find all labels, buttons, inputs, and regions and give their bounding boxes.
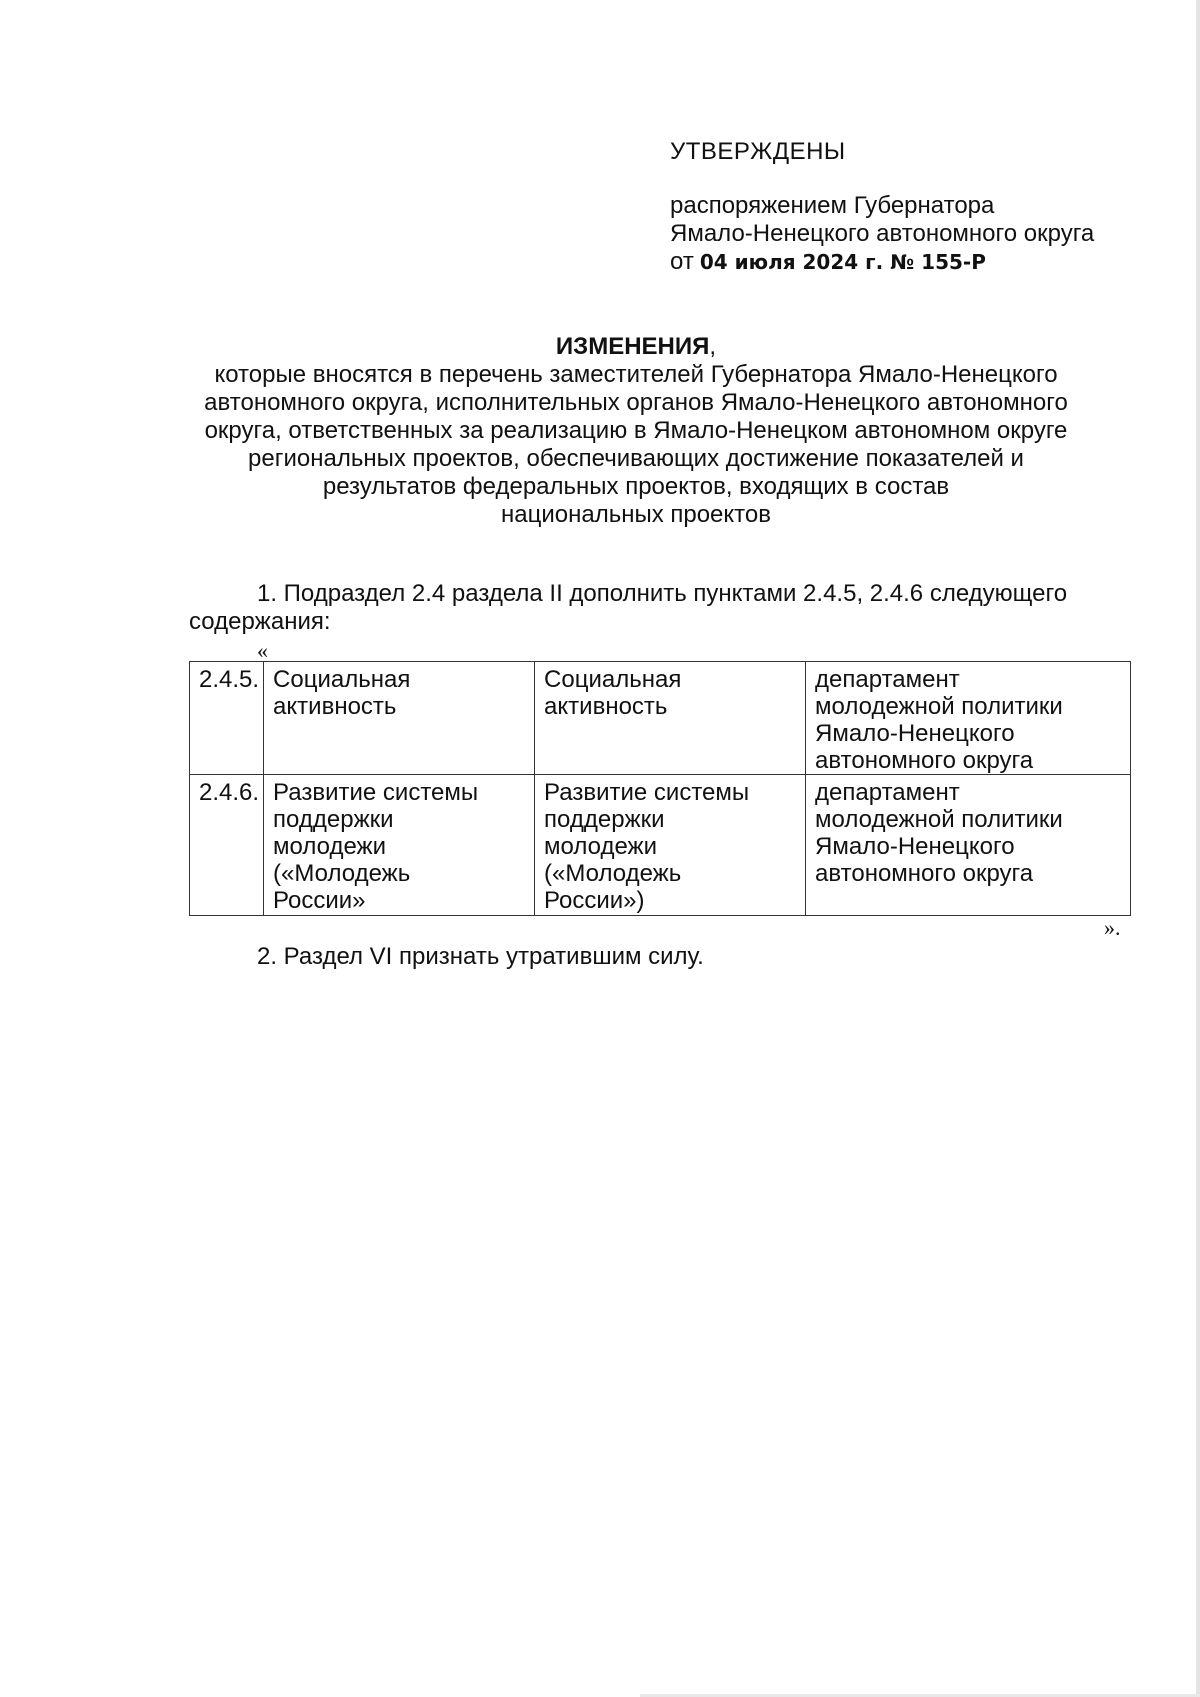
approval-block: [670, 138, 1094, 276]
cell-text-line: департамент: [815, 666, 960, 693]
cell-text-line: Социальная: [273, 666, 411, 693]
cell-text-line: Ямало-Ненецкого: [815, 720, 1015, 747]
scan-edge-right: [1196, 0, 1200, 1697]
title-line-4: региональных проектов, обеспечивающих достижение показателей и: [248, 445, 1024, 472]
title-line-5: результатов федеральных проектов, входящих в состав: [322, 473, 950, 500]
items-table: [189, 661, 1131, 916]
approval-stamp: УТВЕРЖДЕНЫ: [670, 138, 846, 165]
paragraph-1-line-1: 1. Подраздел 2.4 раздела II дополнить пунктами 2.4.5, 2.4.6 следующего: [257, 580, 1068, 607]
approval-date-number: 04 июля 2024 г. № 155-Р: [699, 250, 986, 274]
closing-quote-mark: ».: [1104, 915, 1121, 940]
cell-text-line: молодежи: [544, 833, 658, 860]
cell-text-line: департамент: [815, 779, 960, 806]
approval-date-line: [670, 248, 1094, 276]
cell-text-line: Социальная: [544, 666, 682, 693]
approval-line-1: распоряжением Губернатора: [670, 192, 995, 219]
title-heading: ИЗМЕНЕНИЯ: [555, 333, 710, 360]
paragraph-1-line-2: содержания:: [189, 608, 331, 635]
cell-text-line: Развитие системы: [544, 779, 750, 806]
table-cell-responsible: [806, 662, 1131, 775]
title-line-2: автономного округа, исполнительных органов Ямало-Ненецкого автономного: [204, 389, 1068, 416]
cell-text-line: активность: [273, 693, 397, 720]
cell-text-line: автономного округа: [815, 747, 1034, 774]
cell-text-line: Развитие системы: [273, 779, 479, 806]
cell-text-line: молодежи: [273, 833, 387, 860]
approval-line-2: Ямало-Ненецкого автономного округа: [670, 220, 1095, 247]
title-line-1: которые вносятся в перечень заместителей Губернатора Ямало-Ненецкого: [214, 361, 1058, 388]
table-cell-number: 2.4.6.: [190, 775, 264, 916]
cell-text-line: («Молодежь: [544, 860, 682, 887]
paragraph-2: 2. Раздел VI признать утратившим силу.: [257, 943, 704, 970]
cell-text-line: автономного округа: [815, 860, 1034, 887]
table-cell-federal-project: [535, 775, 806, 916]
cell-text-line: («Молодежь: [273, 860, 411, 887]
cell-text-line: активность: [544, 693, 668, 720]
opening-quote-mark: «: [257, 638, 268, 663]
title-line-3: округа, ответственных за реализацию в Ямало-Ненецком автономном округе: [204, 417, 1068, 444]
table-row: [190, 775, 1131, 916]
title-heading-suffix: ,: [709, 333, 717, 360]
cell-text-line: поддержки: [273, 806, 394, 833]
title-line-6: национальных проектов: [500, 501, 771, 528]
document-title: [186, 333, 1086, 529]
table-cell-responsible: [806, 775, 1131, 916]
cell-text-line: поддержки: [544, 806, 665, 833]
table-cell-project: [264, 775, 535, 916]
approval-from-label: от: [670, 248, 694, 275]
cell-text-line: России»): [544, 887, 645, 914]
cell-text-line: России»: [273, 887, 366, 914]
table-cell-project: [264, 662, 535, 775]
table-row: [190, 662, 1131, 775]
cell-text-line: молодежной политики: [815, 693, 1063, 720]
table-cell-federal-project: [535, 662, 806, 775]
cell-text-line: Ямало-Ненецкого: [815, 833, 1015, 860]
cell-text-line: молодежной политики: [815, 806, 1063, 833]
table-cell-number: 2.4.5.: [190, 662, 264, 775]
